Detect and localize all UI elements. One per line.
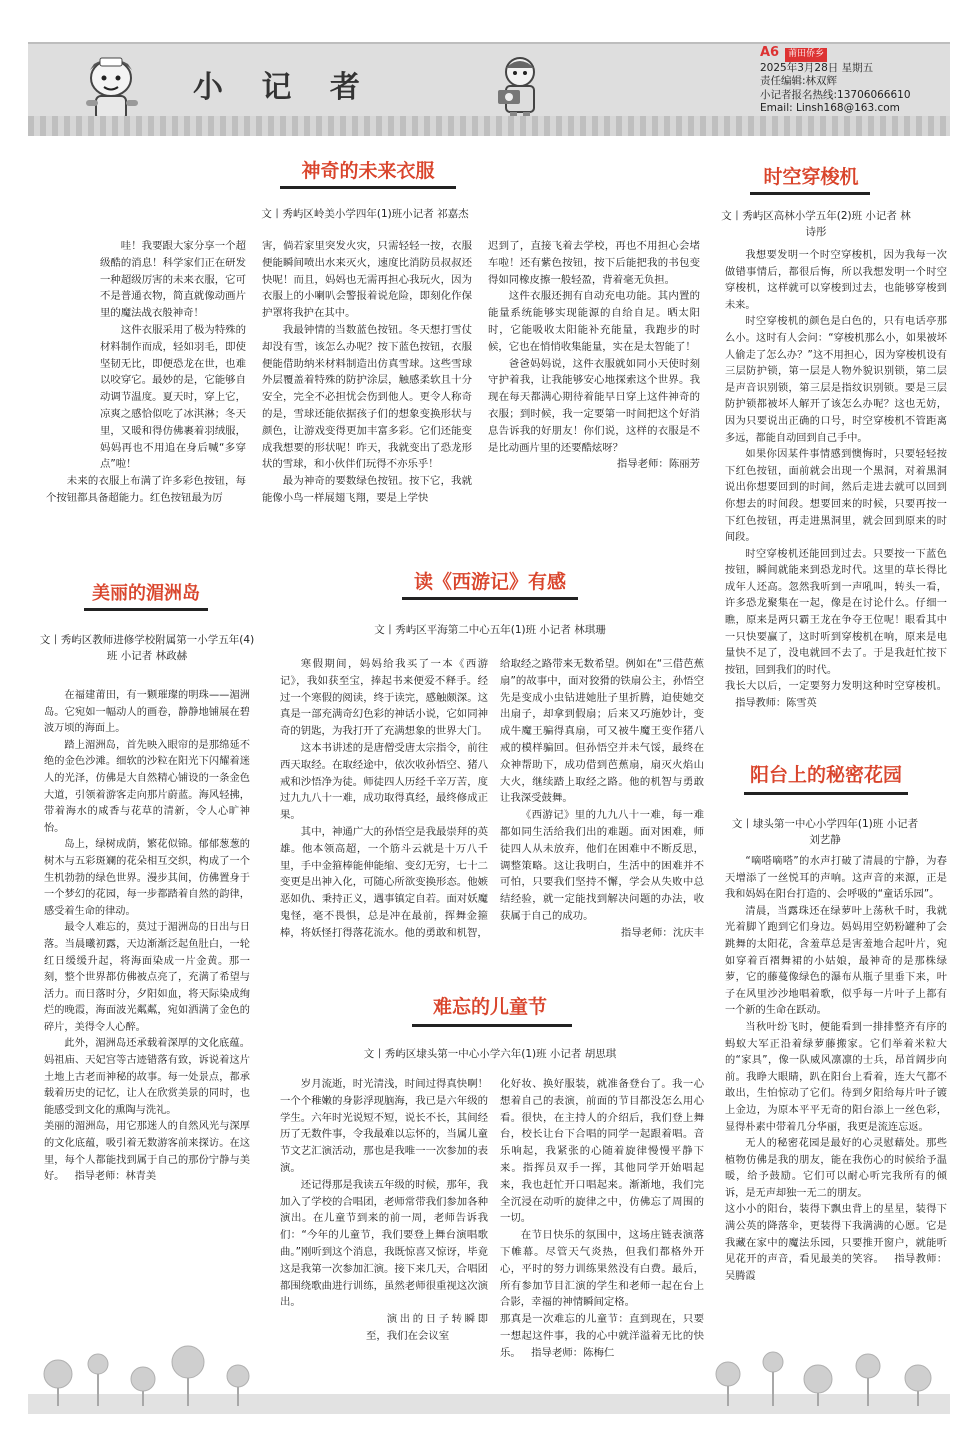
section-title: 小 记 者 xyxy=(193,70,374,105)
article-column xyxy=(44,688,250,1186)
paragraph: 演出的日子转瞬即至，我们在会议室 xyxy=(366,1313,488,1342)
paragraph: 其中，神通广大的孙悟空是我最崇拜的英雄。他本领高超，一个筋斗云就是十万八千里，手中金箍棒能伸能缩、变幻无穷，七十二变更是出神入化，可随心所欲变换形态。他嫉恶如仇、秉持正义，遇事镇定自若。面对妖魔鬼怪，毫不畏惧，总是冲在最前，挥舞金箍棒，将妖怪打得落花流水。他的勇敢和机智， xyxy=(280,825,488,939)
byline: 文丨秀屿区教师进修学校附属第一小学五年(4)班 小记者 林政赫 xyxy=(39,634,255,662)
article-column xyxy=(280,1076,488,1345)
byline: 文丨秀屿区岭美小学四年(1)班小记者 祁嘉杰 xyxy=(261,208,469,220)
paper-logo: 莆田侨乡 xyxy=(785,48,827,62)
title-rule xyxy=(402,597,578,600)
byline: 文丨秀屿区平海第二中心五年(1)班 小记者 林琪珊 xyxy=(374,624,606,636)
flower-border-icon xyxy=(28,1334,950,1414)
editor: 责任编辑:林双辉 xyxy=(760,75,838,87)
teacher-credit: 指导老师：林青美 xyxy=(74,1171,157,1183)
paragraph: 那真是一次难忘的儿童节：直到现在，只要一想起这件事，我的心中就洋溢着无比的快乐。 xyxy=(500,1313,704,1359)
article-title-balcony-garden: 阳台上的秘密花园 xyxy=(749,764,902,786)
hotline: 小记者报名热线:13706066610 xyxy=(760,88,911,101)
paragraph: 如果你因某件事情感到懊悔时，只要轻轻按下红色按钮，面前就会出现一个黑洞，对着黑洞说出你想要回到的时间，然后走进去就可以回到你想去的时间段。想要回来的时候，只要再按一下红色按钮，再走进黑洞里，就会回到原来的时间段。 xyxy=(725,449,947,544)
paragraph: 在节日快乐的氛围中，这场庄链表演落下帷幕。尽管天气炎热，但我们都格外开心，平时的努力训练果然没有白费。最后，所有参加节目汇演的学生和老师一起在台上合影，幸福的神情瞬间定格。 xyxy=(500,1229,704,1309)
byline: 文丨秀屿区高林小学五年(2)班 小记者 林诗彤 xyxy=(721,210,911,238)
paragraph: 这件衣服采用了极为特殊的材料制作而成，轻如羽毛，即使坚韧无比，即便恐龙在世，也难以咬穿它。最妙的是，它能够自动调节温度。夏天时，穿上它，凉爽之感恰似吃了冰淇淋；冬天里，又暖和得仿佛裹着羽绒服，妈妈再也不用追在身后喊“多穿点”啦！ xyxy=(100,323,246,471)
paragraph: 此外，湄洲岛还承载着深厚的文化底蕴。妈祖庙、天妃宫等古迹错落有致，诉说着这片土地上古老而神秘的故事。每一处景点，都承载着历史的记忆，让人在欣赏美景的同时，也能感受到文化的熏陶与洗礼。 xyxy=(44,1038,250,1116)
title-rule xyxy=(750,192,870,195)
article-column xyxy=(46,238,246,507)
article-column xyxy=(280,656,488,942)
title-rule xyxy=(84,608,208,611)
teacher-credit: 指导老师：陈梅仁 xyxy=(531,1346,615,1359)
paragraph: 爸爸妈妈说，这件衣服就如同小天使时刻守护着我，让我能够安心地探索这个世界。我现在每天都满心期待着能早日穿上这件神奇的衣服；到时候，我一定要第一时间把这个好消息告诉我的好朋友！你们说，这样的衣服是不是比动画片里的还要酷炫呀？ xyxy=(488,357,700,454)
paragraph: 踏上湄洲岛，首先映入眼帘的是那绵延不绝的金色沙滩。细软的沙粒在阳光下闪耀着迷人的光泽，仿佛是大自然精心铺设的一条金色大道，引领着游客走向那片蔚蓝。海风轻拂，带着海水的咸香与花草的清新，令人心旷神怡。 xyxy=(44,739,250,834)
paragraph: 我最钟情的当数蓝色按钮。冬天想打雪仗却没有雪，该怎么办呢？按下蓝色按钮，衣服便能借助纳米材料制造出仿真雪球。这些雪球外层覆盖着特殊的防护涂层，触感柔软且十分安全，完全不必担忧会伤到他人。更令人称奇的是，雪球还能依据孩子们的想象变换形状与颜色，让游戏变得更加丰富多彩。它们还能变成我想要的形状呢！昨天，我就变出了恐龙形状的雪球，和小伙伴们玩得不亦乐乎！ xyxy=(262,323,472,471)
teacher-credit: 指导教师：吴腾霞 xyxy=(725,1254,948,1282)
paragraph: 清晨，当露珠还在绿萝叶上荡秋千时，我就光着脚丫跑到它们身边。妈妈用空奶粉罐种了会跳舞的太阳花，含羞草总是害羞地合起叶片，宛如穿着百褶舞裙的小姑娘，最神奇的是那株绿萝，它的藤蔓像绿色的瀑布从瓶子里垂下来，叶子在风里沙沙地唱着歌，似乎每一片叶子上都有一个新的生命在跃动。 xyxy=(725,905,947,1017)
article-column xyxy=(488,238,700,473)
paragraph: 我长大以后，一定要努力发明这种时空穿梭机。 xyxy=(725,681,947,693)
teacher-credit: 指导老师：沈庆丰 xyxy=(620,926,704,939)
paragraph: 给取经之路带来无数希望。例如在“三借芭蕉扇”的故事中，面对狡猾的铁扇公主，孙悟空先是变成小虫钻进她肚子里折腾，迫使她交出扇子，却拿到假扇；后来又巧施妙计，变成牛魔王骗得真扇，可又被牛魔王变作猪八戒的模样骗回。但孙悟空并未气馁，最终在众神帮助下，成功借到芭蕉扇，扇灭火焰山大火，继续踏上取经之路。他的机智与勇敢让我深受鼓舞。 xyxy=(500,658,704,805)
paragraph: 《西游记》里的九九八十一难，每一难都如同生活给我们出的难题。面对困难，师徒四人从未放弃，他们在困难中不断反思，调整策略。这让我明白，生活中的困难并不可怕，只要我们坚持不懈，学会从失败中总结经验，就一定能找到解决问题的办法，收获属于自己的成功。 xyxy=(500,809,704,922)
title-rule xyxy=(280,186,456,189)
banner-grass xyxy=(28,116,950,136)
article-column xyxy=(725,248,947,713)
paragraph: 当秋叶纷飞时，便能看到一排排整齐有序的蚂蚁大军正沿着绿萝藤搬家。它们举着米粒大的“家具”，像一队威风凛凛的士兵，昂首阔步向前。我睁大眼睛，趴在阳台上看着，连大气都不敢出，生怕惊动了它们。待到夕阳给每片叶子镀上金边，为原本平平无奇的阳台添上一丝色彩，显得朴素中带着几分华丽，我更是流连忘返。 xyxy=(725,1021,947,1133)
paragraph: “嘀嗒嘀嗒”的水声打破了清晨的宁静，为春天增添了一丝悦耳的声响。这声音的来源，正是我和妈妈在阳台打造的、会呼吸的“童话乐园”。 xyxy=(725,856,947,901)
paragraph: 害，倘若家里突发火灾，只需轻轻一按，衣服便能瞬间喷出水来灭火，速度比消防员叔叔还快呢！而且，妈妈也无需再担心我玩火，因为衣服上的小喇叭会警报着说危险，即刻化作保护罩将我护在其中。 xyxy=(262,240,472,320)
issue-date: 2025年3月28日 星期五 xyxy=(760,61,874,74)
article-title-childrens-day: 难忘的儿童节 xyxy=(432,996,547,1018)
paragraph: 化好妆、换好服装，就准备登台了。我一心想着自己的表演，前面的节目都没怎么用心看。很快，在主持人的介绍后，我们登上舞台，校长让台下合唱的同学一起跟着唱。音乐响起，我紧张的心随着旋律慢慢平静下来。指挥员双手一挥，其他同学开始唱起来，我也赶忙开口唱起来。渐渐地，我们完全沉浸在动听的旋律之中，仿佛忘了周围的一切。 xyxy=(500,1078,704,1225)
paragraph: 岁月流逝，时光清浅，时间过得真快啊！一个个稚嫩的身影浮现脑海，我已是六年级的学生。六年时光说短不短，说长不长，其间经历了无数件事，令我最难以忘怀的，当属儿童节文艺汇演活动，那也是我唯一一次参加的表演。 xyxy=(280,1078,488,1174)
paragraph: 未来的衣服上布满了许多彩色按钮，每个按钮都具备超能力。红色按钮最为厉 xyxy=(46,475,246,504)
article-column xyxy=(262,238,472,507)
article-title-future-clothes: 神奇的未来衣服 xyxy=(301,160,435,182)
paragraph: 还记得那是我读五年级的时候，那年，我加入了学校的合唱团，老师常带我们参加各种演出。在儿童节到来的前一周，老师告诉我们：“今年的儿童节，我们要登上舞台演唱歌曲。”刚听到这个消息，我既惊喜又惊讶，毕竟这是我第一次参加汇演。接下来几天，合唱团都围绕歌曲进行训练，虽然老师很重视这次演出。 xyxy=(280,1178,488,1309)
article-title-time-machine: 时空穿梭机 xyxy=(763,166,859,188)
paragraph: 我想要发明一个时空穿梭机，因为我每一次做错事情后，都很后悔，所以我想发明一个时空穿梭机，这样就可以穿梭到过去，也能够穿梭到未来。 xyxy=(725,250,947,311)
byline: 文丨埭头第一中心小学四年(1)班 小记者 刘艺静 xyxy=(731,818,919,846)
page-number: A6 xyxy=(760,45,780,60)
byline: 文丨秀屿区埭头第一中心小学六年(1)班 小记者 胡思琪 xyxy=(363,1048,617,1060)
paragraph: 这本书讲述的是唐僧受唐太宗指令，前往西天取经。在取经途中，依次收孙悟空、猪八戒和沙悟净为徒。师徒四人历经千辛万苦，度过九九八十一难，成功取得真经，最终修成正果。 xyxy=(280,741,488,822)
teacher-credit: 指导教师：陈雪英 xyxy=(735,698,817,710)
masthead-info xyxy=(760,46,911,116)
title-rule xyxy=(412,1024,572,1027)
article-title-journey-west: 读《西游记》有感 xyxy=(413,571,566,593)
paragraph: 美丽的湄洲岛，用它那迷人的自然风光与深厚的文化底蕴，吸引着无数游客前来探访。在这里，每个人都能找到属于自己的那份宁静与美好。 xyxy=(44,1121,250,1183)
email: Email: Linsh168@163.com xyxy=(760,102,900,114)
paragraph: 时空穿梭机还能回到过去。只要按一下蓝色按钮，瞬间就能来到恐龙时代。这里的草长得比成年人还高。忽然我听到一声吼叫，转头一看，许多恐龙聚集在一起，像是在讨论什么。仔细一瞧，原来是两只霸王龙在争夺王位呢！眼看其中一只快要赢了，这时听到穿梭机在响，原来是电量快不足了，没电就回不去了。于是我赶忙按下按钮，回到我们的时代。 xyxy=(725,548,947,676)
paragraph: 这小小的阳台，装得下飘虫背上的星星，装得下满公英的降落伞，更装得下我满满的心愿。它是我藏在家中的魔法乐园，只要推开窗户，就能听见花开的声音，看见最美的笑容。 xyxy=(725,1204,947,1266)
paragraph: 最令人难忘的，莫过于湄洲岛的日出与日落。当晨曦初露，天边渐渐泛起鱼肚白，一轮红日缓缓升起，将海面染成一片金黄。那一刻，整个世界都仿佛被点亮了，充满了希望与活力。而日落时分，夕阳如血，将天际染成绚烂的晚霞，海面波光粼粼，宛如洒满了金色的碎片，美得令人心醉。 xyxy=(44,922,250,1033)
article-column xyxy=(500,1076,704,1362)
paragraph: 时空穿梭机的颜色是白色的，只有电话亭那么小。这时有人会问：“穿梭机那么小，如果被坏人偷走了怎么办？”这不用担心，因为穿梭机设有三层防护锁，第一层是人物外貌识别锁，第二层是声音识别锁，第三层是指纹识别锁。要是三层防护锁都被坏人解开了该怎么办呢？这也无妨，因为只要说出正确的口号，时空穿梭机不管距离多远，都能自动回到自己手中。 xyxy=(725,316,947,444)
paragraph: 最为神奇的要数绿色按钮。按下它，我就能像小鸟一样展翅飞翔，要是上学快 xyxy=(262,475,472,504)
paragraph: 哇！我要跟大家分享一个超级酷的消息！科学家们正在研发一种超级厉害的未来衣服，它可不是普通衣物，简直就像动画片里的魔法战衣般神奇！ xyxy=(100,240,246,320)
paragraph: 这件衣服还拥有自动充电功能。其内置的能量系统能够实现能源的自给自足。晒太阳时，它能吸收太阳能补充能量，我跑步的时候，它也在悄悄收集能量，实在是太智能了！ xyxy=(488,290,700,353)
paragraph: 岛上，绿树成荫，繁花似锦。郁郁葱葱的树木与五彩斑斓的花朵相互交织，构成了一个生机勃勃的绿色世界。漫步其间，仿佛置身于一个梦幻的花园，每一步都踏着自然的韵律，感受着生命的律动。 xyxy=(44,839,250,917)
teacher-credit: 指导老师：陈丽芳 xyxy=(616,458,700,471)
title-rule xyxy=(744,792,908,795)
article-title-meizhou-island: 美丽的湄洲岛 xyxy=(92,583,200,604)
paragraph: 迟到了，直接飞着去学校，再也不用担心会堵车啦！还有紫色按钮，按下后能把我的书包变得如同橡皮擦一般轻盈，背着毫无负担。 xyxy=(488,240,700,286)
paragraph: 无人的秘密花园是最好的心灵慰藉处。那些植物仿佛是我的朋友，能在我伤心的时候给予温暖，给予鼓励。它们可以耐心听完我所有的倾诉，是无声却独一无二的朋友。 xyxy=(725,1138,947,1199)
article-column xyxy=(500,656,704,942)
paragraph: 寒假期间，妈妈给我买了一本《西游记》，我如获至宝，捧起书来便爱不释手。经过一个寒假的阅读，终于读完，感触颇深。这真是一部充满奇幻色彩的神话小说，它如同神奇的钥匙，为我打开了充满想象的世界大门。 xyxy=(280,658,488,738)
paragraph: 在福建莆田，有一颗璀璨的明珠——湄洲岛。它宛如一幅动人的画卷，静静地铺展在碧波万顷的海面上。 xyxy=(44,690,250,735)
article-column xyxy=(725,854,947,1285)
